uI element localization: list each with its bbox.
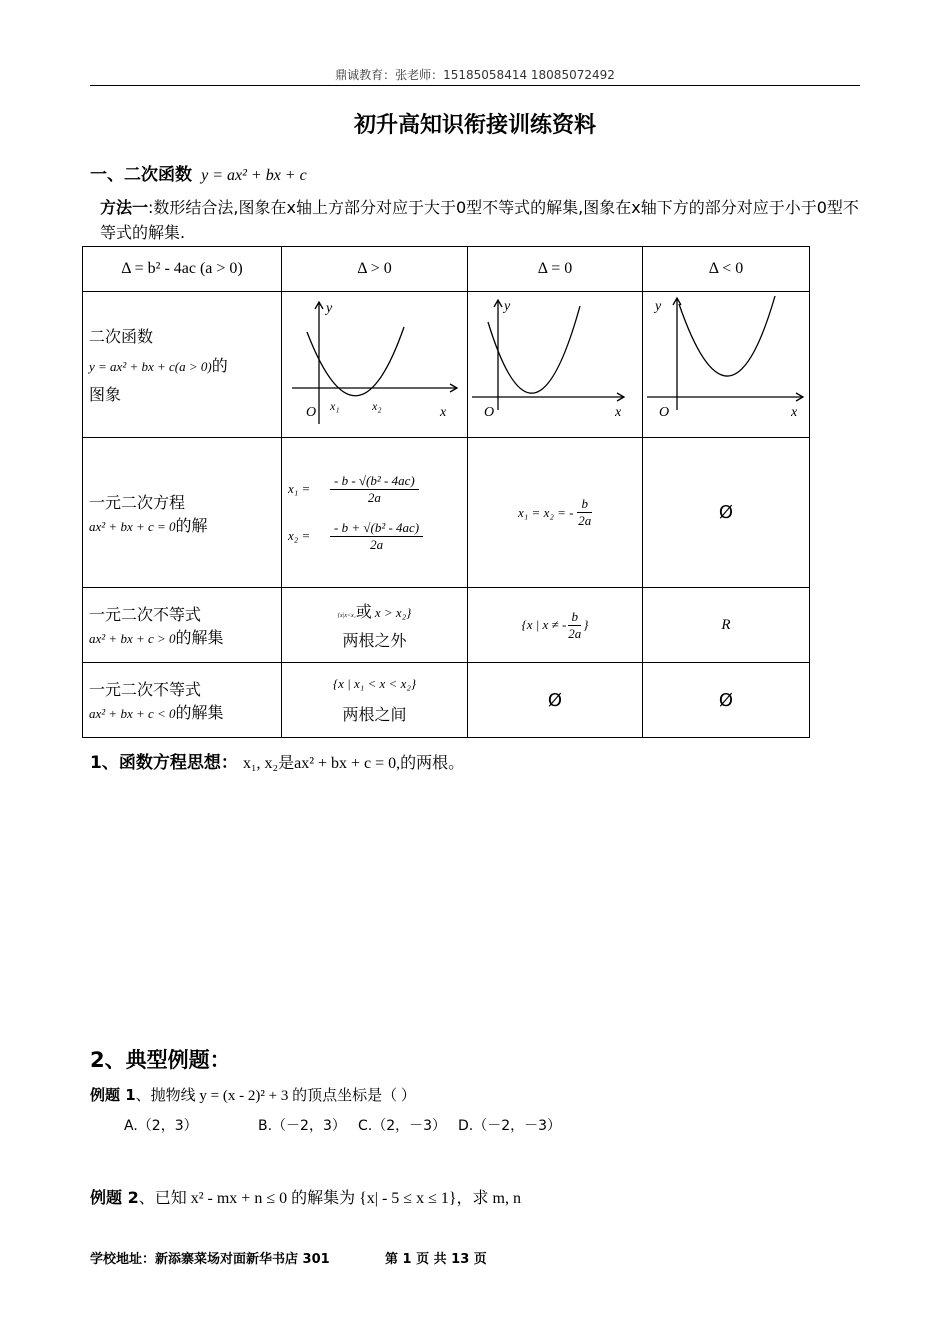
x1-lhs: x₁ = (288, 481, 311, 496)
parabola-curve (488, 306, 580, 393)
graph-cell-two-roots (282, 292, 468, 438)
eq-label-line1: 一元二次方程 (89, 492, 186, 512)
double-root-num: b (577, 496, 592, 513)
example-1 (90, 1084, 416, 1105)
gt-note: 两根之外 (342, 631, 407, 650)
footer-page: 第 1 页 共 13 页 (385, 1252, 487, 1267)
gt-double-root-cell (468, 588, 643, 663)
parabola-one-root-graph (468, 292, 643, 433)
graph-cell-no-root (643, 292, 810, 438)
lt-note: 两根之间 (342, 704, 407, 724)
gt-set-or: 或 (355, 602, 372, 621)
eq-label-tail: 的解 (175, 515, 208, 535)
gt-double-num: b (568, 609, 581, 626)
lt-label-formula: ax² + bx + c < 0 (89, 706, 176, 721)
x2-numerator: - b + √(b² - 4ac) (330, 520, 423, 537)
root2-label: x₂ (372, 399, 382, 413)
x2-denominator: 2a (370, 536, 384, 552)
origin-label: O (659, 405, 670, 420)
parabola-two-roots-graph (282, 292, 468, 433)
example-1-text: 、抛物线 y = (x - 2)² + 3 的顶点坐标是（ ） (135, 1088, 416, 1104)
parabola-curve (679, 296, 775, 376)
example-1-option-b: B.（－2，3） (258, 1118, 346, 1134)
eq-row-label (83, 438, 282, 588)
section-formula: y = ax² + bx + c (201, 167, 307, 184)
eq-no-root-cell: Ø (643, 438, 810, 588)
footer-address: 学校地址：新添寨菜场对面新华书店 301 (90, 1252, 330, 1267)
example-2-text: 、已知 x² - mx + n ≤ 0 的解集为 {x| - 5 ≤ x ≤ 1}，求 m, n (138, 1190, 521, 1207)
graph-row-label (83, 292, 282, 438)
gt-double-lhs: {x | x ≠ - (521, 617, 567, 632)
graph-label-line1: 二次函数 (89, 327, 154, 346)
origin-label: O (306, 405, 317, 420)
gt-label-line1: 一元二次不等式 (89, 605, 202, 624)
x-axis-label: x (791, 405, 798, 420)
double-root-formula (518, 496, 592, 529)
section-function-equation (90, 748, 464, 773)
root-x2-formula (288, 520, 461, 553)
header-discriminant: Δ = b² - 4ac (a > 0) (83, 247, 282, 292)
y-axis-label: y (326, 301, 333, 316)
section-quadratic (90, 160, 307, 185)
page-title: 初升高知识衔接训练资料 (353, 113, 596, 138)
header-negative: Δ < 0 (643, 247, 810, 292)
section2-label: 1、函数方程思想： (90, 753, 238, 773)
eq-double-root-cell (468, 438, 643, 588)
double-root-lhs: x₁ = x₂ = - (518, 504, 574, 520)
x2-lhs: x₂ = (288, 528, 311, 543)
header-positive: Δ > 0 (282, 247, 468, 292)
lt-two-roots-cell (282, 663, 468, 738)
section-label: 一、二次函数 (90, 165, 192, 185)
eq-label-formula: ax² + bx + c = 0 (89, 518, 176, 534)
graph-cell-one-root (468, 292, 643, 438)
lt-double-root-cell: Ø (468, 663, 643, 738)
graph-label-de: 的 (211, 356, 228, 375)
y-axis-label: y (504, 299, 511, 314)
example-1-option-d: D.（－2，－3） (458, 1118, 562, 1134)
graph-label-formula: y = ax² + bx + c(a > 0) (89, 359, 212, 374)
gt-row-label (83, 588, 282, 663)
header-divider (90, 85, 860, 86)
x1-numerator: - b - √(b² - 4ac) (330, 473, 419, 490)
example-2 (90, 1185, 521, 1208)
parabola-no-root-graph (643, 292, 810, 433)
x1-denominator: 2a (367, 489, 381, 505)
x-axis-label: x (615, 405, 622, 420)
method-label: 方法一 (100, 198, 149, 217)
gt-no-root-cell: R (643, 588, 810, 663)
gt-set-tail: x > x₂} (374, 605, 412, 620)
quadratic-table (82, 246, 810, 738)
gt-label-tail: 的解集 (175, 628, 224, 647)
root1-label: x₁ (330, 399, 340, 413)
example-1-option-c: C.（2，－3） (358, 1118, 447, 1134)
y-axis-label: y (655, 299, 662, 314)
method-text: :数形结合法,图象在x轴上方部分对应于大于0型不等式的解集,图象在x轴下方的部分对应于小于0型不等式的解集. (100, 198, 859, 242)
page-header: 鼎诚教育：张老师：15185058414 18085072492 (335, 68, 615, 82)
graph-label-line3: 图象 (89, 385, 122, 404)
example-1-label: 例题 1 (90, 1086, 136, 1104)
x-axis-label: x (440, 405, 447, 420)
lt-label-line1: 一元二次不等式 (89, 680, 202, 699)
header-zero: Δ = 0 (468, 247, 643, 292)
lt-no-root-cell: Ø (643, 663, 810, 738)
origin-label: O (484, 405, 495, 420)
section-examples-title: 2、典型例题： (90, 1048, 231, 1072)
lt-label-tail: 的解集 (175, 703, 224, 722)
lt-row-label (83, 663, 282, 738)
method-paragraph (100, 195, 860, 245)
parabola-curve (307, 327, 404, 396)
double-root-den: 2a (578, 513, 592, 528)
gt-double-close: } (583, 617, 589, 632)
example-2-label: 例题 2 (90, 1188, 139, 1207)
gt-label-formula: ax² + bx + c > 0 (89, 631, 176, 646)
gt-set-small: {x|x<x₁ (337, 613, 356, 619)
example-1-option-a: A.（2，3） (124, 1118, 198, 1134)
section2-text: x₁, x₂是ax² + bx + c = 0,的两根。 (242, 755, 465, 772)
root-x1-formula (288, 473, 461, 506)
lt-set: {x | x₁ < x < x₂} (332, 675, 417, 691)
gt-double-den: 2a (568, 625, 582, 641)
eq-two-roots-cell (282, 438, 468, 588)
gt-two-roots-cell (282, 588, 468, 663)
